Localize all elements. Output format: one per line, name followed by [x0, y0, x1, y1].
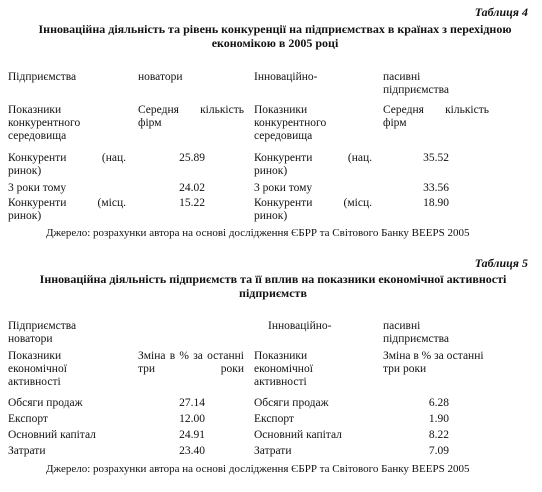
table5-sub-left-value: Зміна в % за останні три роки	[138, 350, 244, 375]
table5-row3-label-left: Основний капітал	[8, 429, 96, 441]
table4-row2-passive: 33.56	[423, 182, 449, 194]
table5-sub-left-label: Показники економічної активності	[8, 350, 67, 388]
table5-row4-innov: 23.40	[179, 445, 205, 457]
table5-sub-right-value: Зміна в % за останні три роки	[383, 350, 484, 375]
table5-row2-innov: 12.00	[179, 413, 205, 425]
table5-row2-label-right: Експорт	[254, 413, 294, 425]
table4-row2-label-right: 3 роки тому	[254, 182, 313, 194]
table5-row2-passive: 1.90	[428, 413, 449, 425]
table4-title: Інноваційна діяльність та рівень конкуренції на підприємствах в країнах з перехідною економікою в 2005 році	[38, 22, 512, 50]
table4-row1-label-right: Конкуренти (нац.	[254, 152, 372, 164]
table4-header-enterprises: Підприємства	[8, 71, 77, 83]
table4-sub-right-label: Показники конкурентного середовища	[254, 104, 327, 142]
table4-row1-label-left: Конкуренти (нац.	[8, 152, 126, 164]
table4-header-passive: пасивні підприємства	[383, 71, 449, 96]
table4-row3-label-left-cont: ринок)	[8, 210, 42, 222]
table5-row3-innov: 24.91	[179, 429, 205, 441]
table5-sub-right-label: Показники економічної активності	[254, 350, 313, 388]
table4-caption: Таблиця 4	[474, 5, 528, 19]
table5-row4-label-right: Затрати	[254, 445, 292, 457]
table4-row3-label-right: Конкуренти (місц.	[254, 197, 372, 209]
table5-row3-label-right: Основний капітал	[254, 429, 342, 441]
table4-sub-right-value: Середня кількість фірм	[383, 104, 489, 129]
table5-row1-passive: 6.28	[428, 397, 449, 409]
table5-row1-label-left: Обсяги продаж	[8, 397, 83, 409]
table5-row4-passive: 7.09	[428, 445, 449, 457]
table4-row2-label-left: 3 роки тому	[8, 182, 67, 194]
table4-row1-innov: 25.89	[179, 152, 205, 164]
table5-header-innovation: Інноваційно-	[268, 320, 332, 332]
table5-caption: Таблиця 5	[474, 256, 528, 270]
table4-sub-left-value: Середня кількість фірм	[138, 104, 244, 129]
table5-row3-passive: 8.22	[428, 429, 449, 441]
table4-row1-passive: 35.52	[423, 152, 449, 164]
table5-header-enterprises: Підприємства новатори	[8, 320, 77, 345]
table5-row2-label-left: Експорт	[8, 413, 48, 425]
table5-source: Джерело: розрахунки автора на основі дослідження ЄБРР та Світового Банку BEEPS 2005	[46, 463, 470, 475]
table5-row1-innov: 27.14	[179, 397, 205, 409]
table5-header-passive: пасивні підприємства	[383, 320, 449, 345]
table4-source: Джерело: розрахунки автора на основі дослідження ЄБРР та Світового Банку BEEPS 2005	[46, 227, 470, 239]
table5-row4-label-left: Затрати	[8, 445, 46, 457]
table4-row1-label-right-cont: ринок)	[254, 165, 288, 177]
table4-row3-passive: 18.90	[423, 197, 449, 209]
table4-header-innovation: Інноваційно-	[254, 71, 318, 83]
table4-row3-innov: 15.22	[179, 197, 205, 209]
table4-sub-left-label: Показники конкурентного середовища	[8, 104, 81, 142]
table5-title: Інноваційна діяльність підприємств та її вплив на показники економічної активності підприємств	[39, 272, 507, 300]
table5-row1-label-right: Обсяги продаж	[254, 397, 329, 409]
table4-row2-innov: 24.02	[179, 182, 205, 194]
table4-row3-label-left: Конкуренти (місц.	[8, 197, 126, 209]
table4-header-innovators: новатори	[138, 71, 183, 83]
table4-row3-label-right-cont: ринок)	[254, 210, 288, 222]
table4-row1-label-left-cont: ринок)	[8, 165, 42, 177]
